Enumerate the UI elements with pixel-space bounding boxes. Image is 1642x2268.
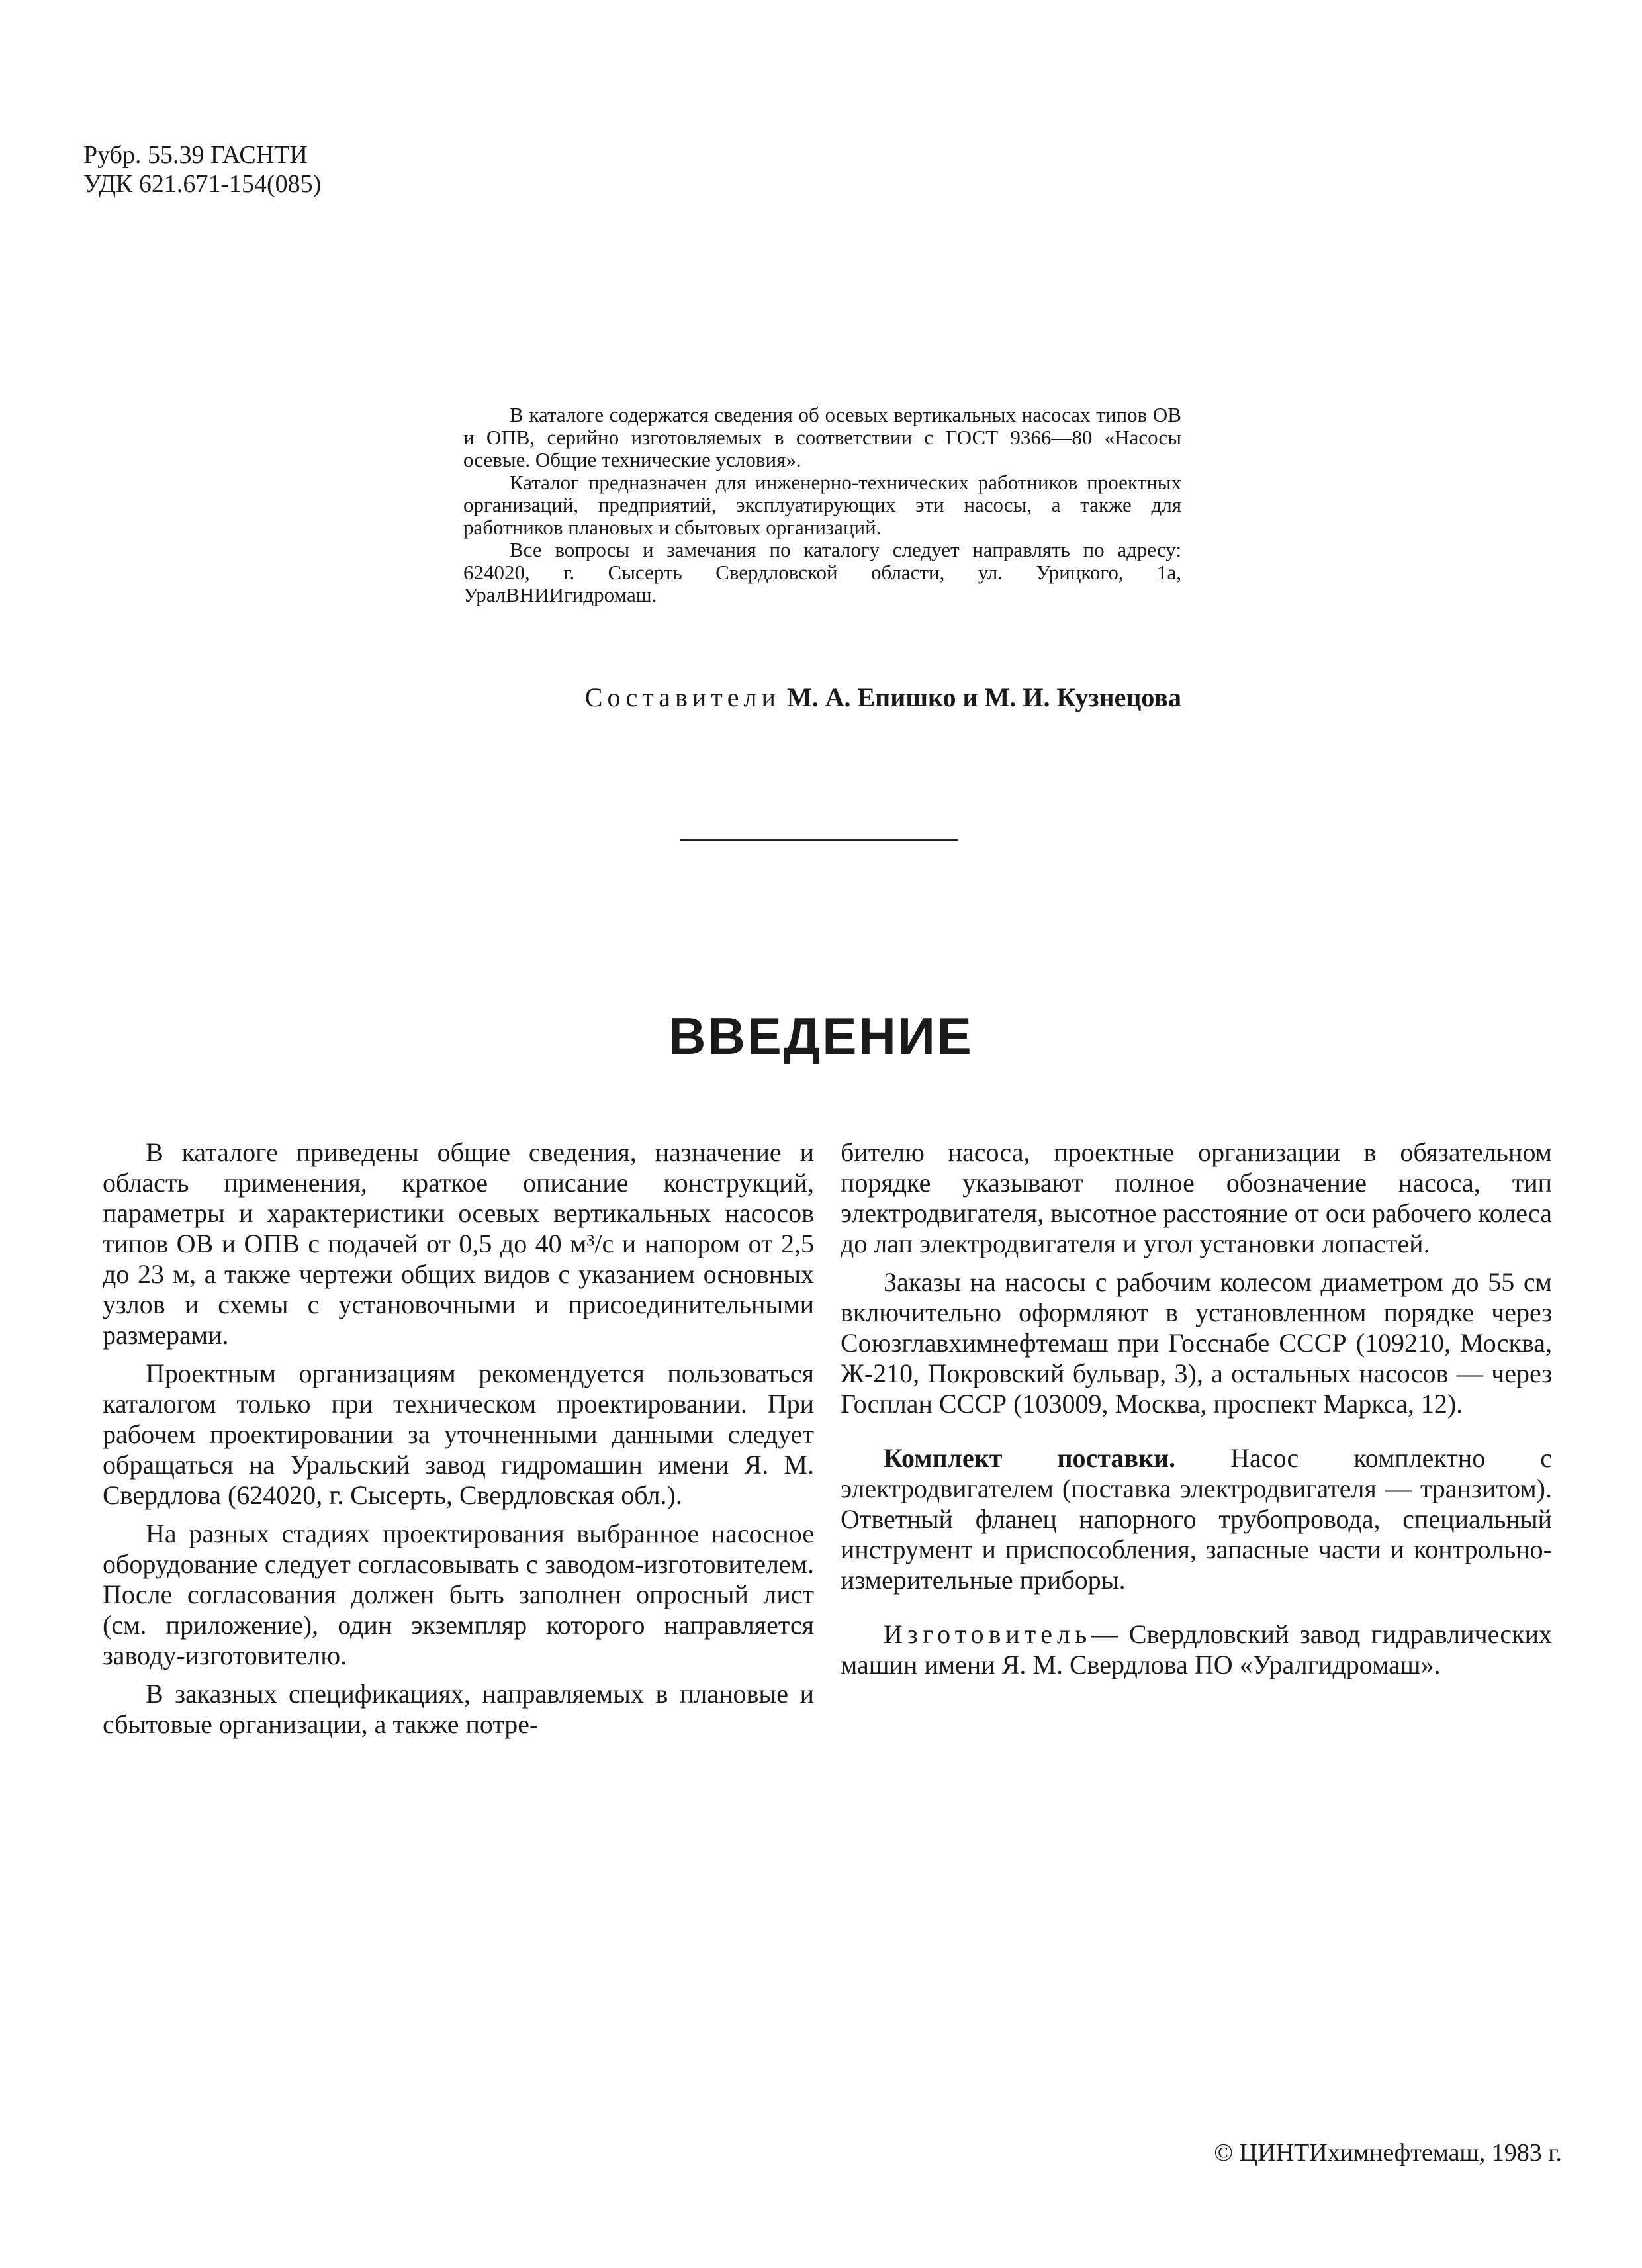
catalog-metadata — [83, 140, 321, 199]
continued-paragraph: бителю насоса, проектные организации в обязательном порядке указывают полное обозначение насоса, тип электродвигателя, высотное расстояние от оси рабочего колеса до лап электродвигателя и угол установки лопастей. — [841, 1137, 1552, 1258]
abstract-paragraph: В каталоге содержатся сведения об осевых вертикальных насосах типов ОВ и ОПВ, серийно изготовляемых в соответствии с ГОСТ 9366—80 «Насосы осевые. Общие технические условия». — [463, 403, 1181, 471]
delivery-paragraph — [841, 1443, 1552, 1595]
manufacturer-text: — Свердловский завод гидравлических машин имени Я. М. Свердлова ПО «Уралгидромаш». — [841, 1619, 1552, 1679]
manufacturer-paragraph — [841, 1619, 1552, 1680]
delivery-label: Комплект поставки. — [884, 1443, 1176, 1473]
authors-line — [463, 682, 1181, 713]
page-title: ВВЕДЕНИЕ — [668, 1007, 974, 1065]
orders-paragraph: Заказы на насосы с рабочим колесом диаметром до 55 см включительно оформляют в установленном порядке через Союзглавхимнефтемаш при Госснабе СССР (109210, Москва, Ж-210, Покровский бульвар, 3), а остальных насосов — через Госплан СССР (103009, Москва, проспект Маркса, 12). — [841, 1267, 1552, 1419]
left-column — [103, 1137, 814, 1740]
copyright-notice: © ЦИНТИхимнефтемаш, 1983 г. — [1214, 2139, 1562, 2167]
intro-paragraph: Проектным организациям рекомендуется пользоваться каталогом только при техническом проектировании. При рабочем проектировании за уточненными данными следует обращаться на Уральский завод гидромашин имени Я. М. Свердлова (624020, г. Сысерть, Свердловская обл.). — [103, 1358, 814, 1510]
abstract-paragraph: Все вопросы и замечания по каталогу следует направлять по адресу: 624020, г. Сысерть Свердловской области, ул. Урицкого, 1а, УралВНИИгидромаш. — [463, 538, 1181, 606]
rubric-code: Рубр. 55.39 ГАСНТИ — [83, 141, 308, 169]
abstract — [463, 404, 1181, 606]
udc-code: УДК 621.671-154(085) — [83, 170, 322, 198]
abstract-paragraph: Каталог предназначен для инженерно-технических работников проектных организаций, предприятий, эксплуатирующих эти насосы, а также для работников плановых и сбытовых организаций. — [463, 471, 1181, 539]
right-column — [841, 1137, 1552, 1680]
intro-paragraph: На разных стадиях проектирования выбранное насосное оборудование следует согласовывать с заводом-изготовителем. После согласования должен быть заполнен опросный лист (см. приложение), один экземпляр которого направляется заводу-изготовителю. — [103, 1519, 814, 1670]
manufacturer-label: Изготовитель — [884, 1619, 1092, 1649]
authors-label: Составители — [584, 683, 780, 712]
authors-names: М. А. Епишко и М. И. Кузнецова — [786, 683, 1181, 712]
intro-paragraph: В каталоге приведены общие сведения, назначение и область применения, краткое описание конструкций, параметры и характеристики осевых вертикальных насосов типов ОВ и ОПВ с подачей от 0,5 до 40 м³/с и напором от 2,5 до 23 м, а также чертежи общих видов с указанием основных узлов и схемы с установочными и присоединительными размерами. — [103, 1137, 814, 1350]
intro-paragraph: В заказных спецификациях, направляемых в плановые и сбытовые организации, а также потре- — [103, 1679, 814, 1739]
section-divider — [680, 839, 958, 841]
delivery-text: Насос комплектно с электродвигателем (поставка электродвигателя — транзитом). Ответный фланец напорного трубопровода, специальный инструмент и приспособления, запасные части и контрольно-измерительные приборы. — [841, 1443, 1552, 1595]
